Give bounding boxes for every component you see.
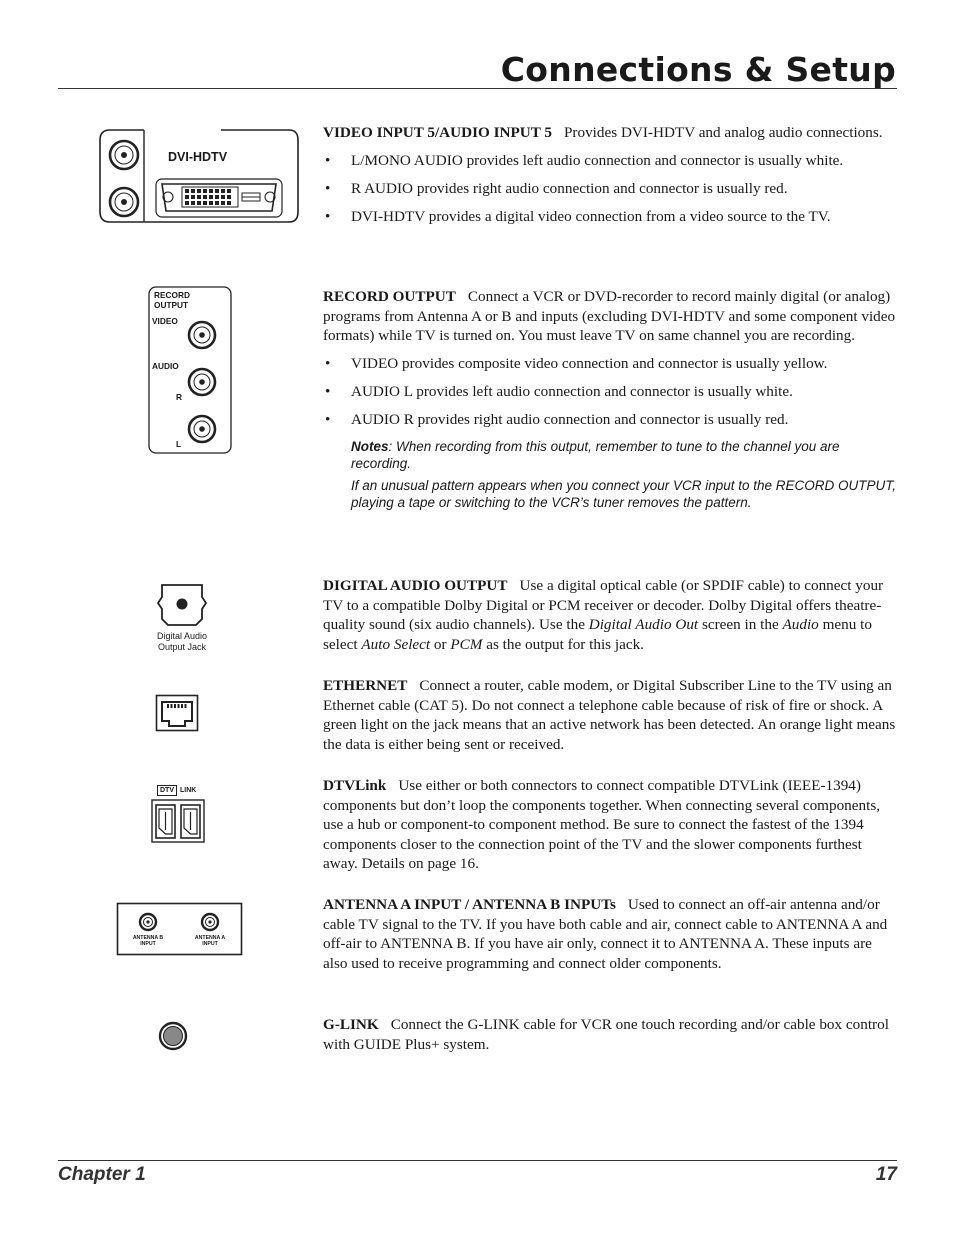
record-output-section (323, 287, 898, 515)
antenna-a-label-line1: ANTENNA A (194, 935, 226, 941)
notes-label: Notes (351, 438, 389, 454)
digital-audio-text-2: screen in the (698, 616, 783, 634)
list-item: • DVI-HDTV provides a digital video connection from a video source to the TV. (323, 207, 898, 227)
ethernet-figure (155, 694, 199, 732)
l-mono-audio-jack-icon (110, 141, 138, 169)
digital-audio-figure (150, 583, 214, 653)
digital-audio-label-line1: Digital Audio (156, 631, 208, 641)
output-label: OUTPUT (154, 300, 189, 310)
digital-audio-label-line2: Output Jack (157, 642, 207, 652)
list-item: • AUDIO L provides left audio connection and connector is usually white. (323, 382, 898, 402)
r-label: R (176, 392, 182, 402)
dtv-logo: DTV (157, 785, 177, 796)
audio-menu-term: Audio (782, 616, 819, 634)
digital-audio-text-1: Use a digital optical cable (or SPDIF cable) to connect your TV to a compatible Dolby Digital or PCM receiver or decoder. Dolby Digital offers theatre-quality sound (six audio channels). Use the (323, 577, 884, 634)
antenna-b-jack-icon (140, 914, 156, 930)
header-rule (58, 88, 897, 89)
record-output-notes (351, 438, 898, 511)
antenna-b-label-line2: INPUT (140, 941, 156, 947)
digital-audio-out-term: Digital Audio Out (588, 616, 699, 634)
ethernet-lead: ETHERNET (323, 677, 408, 694)
digital-audio-text-4: or (430, 635, 451, 653)
record-output-figure (148, 286, 233, 456)
antenna-a-jack-icon (202, 914, 218, 930)
dtvlink-lead: DTVLink (323, 777, 387, 794)
dtvlink-text: Use either or both connectors to connect compatible DTVLink (IEEE-1394) components but don’t loop the components together. When connecting several components, use a hub or component-to component method. Be sure to connect the fastest of the 1394 components closer to the connection point of the TV and the slower components furthest away. Details on page 16. (323, 777, 881, 873)
record-label: RECORD (154, 290, 190, 300)
glink-section (323, 1015, 898, 1054)
note-1: : When recording from this output, remember to tune to the channel you are recording. (351, 438, 840, 471)
video-input-text: Provides DVI-HDTV and analog audio connections. (563, 124, 883, 141)
glink-figure (158, 1021, 188, 1051)
dtvlink-section (323, 776, 898, 874)
dtvlink-figure (150, 782, 206, 844)
ethernet-text: Connect a router, cable modem, or Digital Subscriber Line to the TV using an Ethernet cable (CAT 5). Do not connect a telephone cable because of risk of fire or shock. A green light on the jack means that an active network has been detected. An orange light means the data is either being sent or received. (323, 677, 896, 753)
dvi-connector-icon (156, 179, 282, 217)
dvi-input-figure (96, 127, 301, 225)
antenna-text: Used to connect an off-air antenna and/or cable TV signal to the TV. If you have both cable and air, connect cable to ANTENNA A and off-air to ANTENNA B. If you have air only, connect it to ANTENNA A. These inputs are also used to receive programming and connect older components. (323, 896, 888, 972)
digital-audio-text-5: as the output for this jack. (482, 635, 644, 653)
note-2: If an unusual pattern appears when you connect your VCR input to the RECORD OUTPUT, playing a tape or switching to the VCR’s tuner removes the pattern. (351, 477, 897, 510)
antenna-figure (116, 902, 243, 956)
list-item: • VIDEO provides composite video connection and connector is usually yellow. (323, 354, 898, 374)
r-audio-jack-icon (110, 188, 138, 216)
video-input-section (323, 123, 898, 235)
antenna-section (323, 895, 898, 973)
video-label: VIDEO (152, 316, 178, 326)
l-label: L (176, 439, 182, 449)
dtvlink-port-2-icon (181, 805, 200, 838)
ethernet-section (323, 676, 898, 754)
chapter-label: Chapter 1 (58, 1164, 146, 1185)
glink-lead: G-LINK (323, 1016, 379, 1033)
antenna-a-label-line2: INPUT (202, 941, 218, 947)
digital-audio-text-3: menu to select (323, 616, 872, 653)
record-output-bullets (323, 354, 898, 430)
page-number: 17 (875, 1164, 897, 1185)
antenna-b-label-line1: ANTENNA B (132, 935, 164, 941)
footer-rule (58, 1160, 897, 1161)
ethernet-jack-icon (162, 702, 192, 726)
record-output-lead: RECORD OUTPUT (323, 288, 456, 305)
dvi-hdtv-label: DVI-HDTV (168, 150, 228, 164)
video-input-bullets (323, 151, 898, 227)
list-item: • L/MONO AUDIO provides left audio connection and connector is usually white. (323, 151, 898, 171)
antenna-lead: ANTENNA A INPUT / ANTENNA B INPUTs (323, 896, 616, 913)
auto-select-term: Auto Select (361, 635, 431, 653)
list-item: • AUDIO R provides right audio connection and connector is usually red. (323, 410, 898, 430)
video-input-lead: VIDEO INPUT 5/AUDIO INPUT 5 (323, 124, 552, 141)
glink-text: Connect the G-LINK cable for VCR one touch recording and/or cable box control with GUIDE Plus+ system. (323, 1016, 889, 1053)
dtvlink-port-1-icon (156, 805, 175, 838)
page-title: Connections & Setup (500, 50, 896, 89)
list-item: • R AUDIO provides right audio connection and connector is usually red. (323, 179, 898, 199)
audio-label: AUDIO (152, 361, 179, 371)
link-logo: LINK (180, 787, 197, 794)
pcm-term: PCM (450, 635, 483, 653)
record-output-text: Connect a VCR or DVD-recorder to record mainly digital (or analog) programs from Antenna A or B and inputs (excluding DVI-HDTV and some component video formats) while TV is turned on. You must leave TV on same channel you are recording. (323, 288, 896, 345)
digital-audio-lead: DIGITAL AUDIO OUTPUT (323, 577, 508, 594)
digital-audio-section (323, 576, 898, 654)
